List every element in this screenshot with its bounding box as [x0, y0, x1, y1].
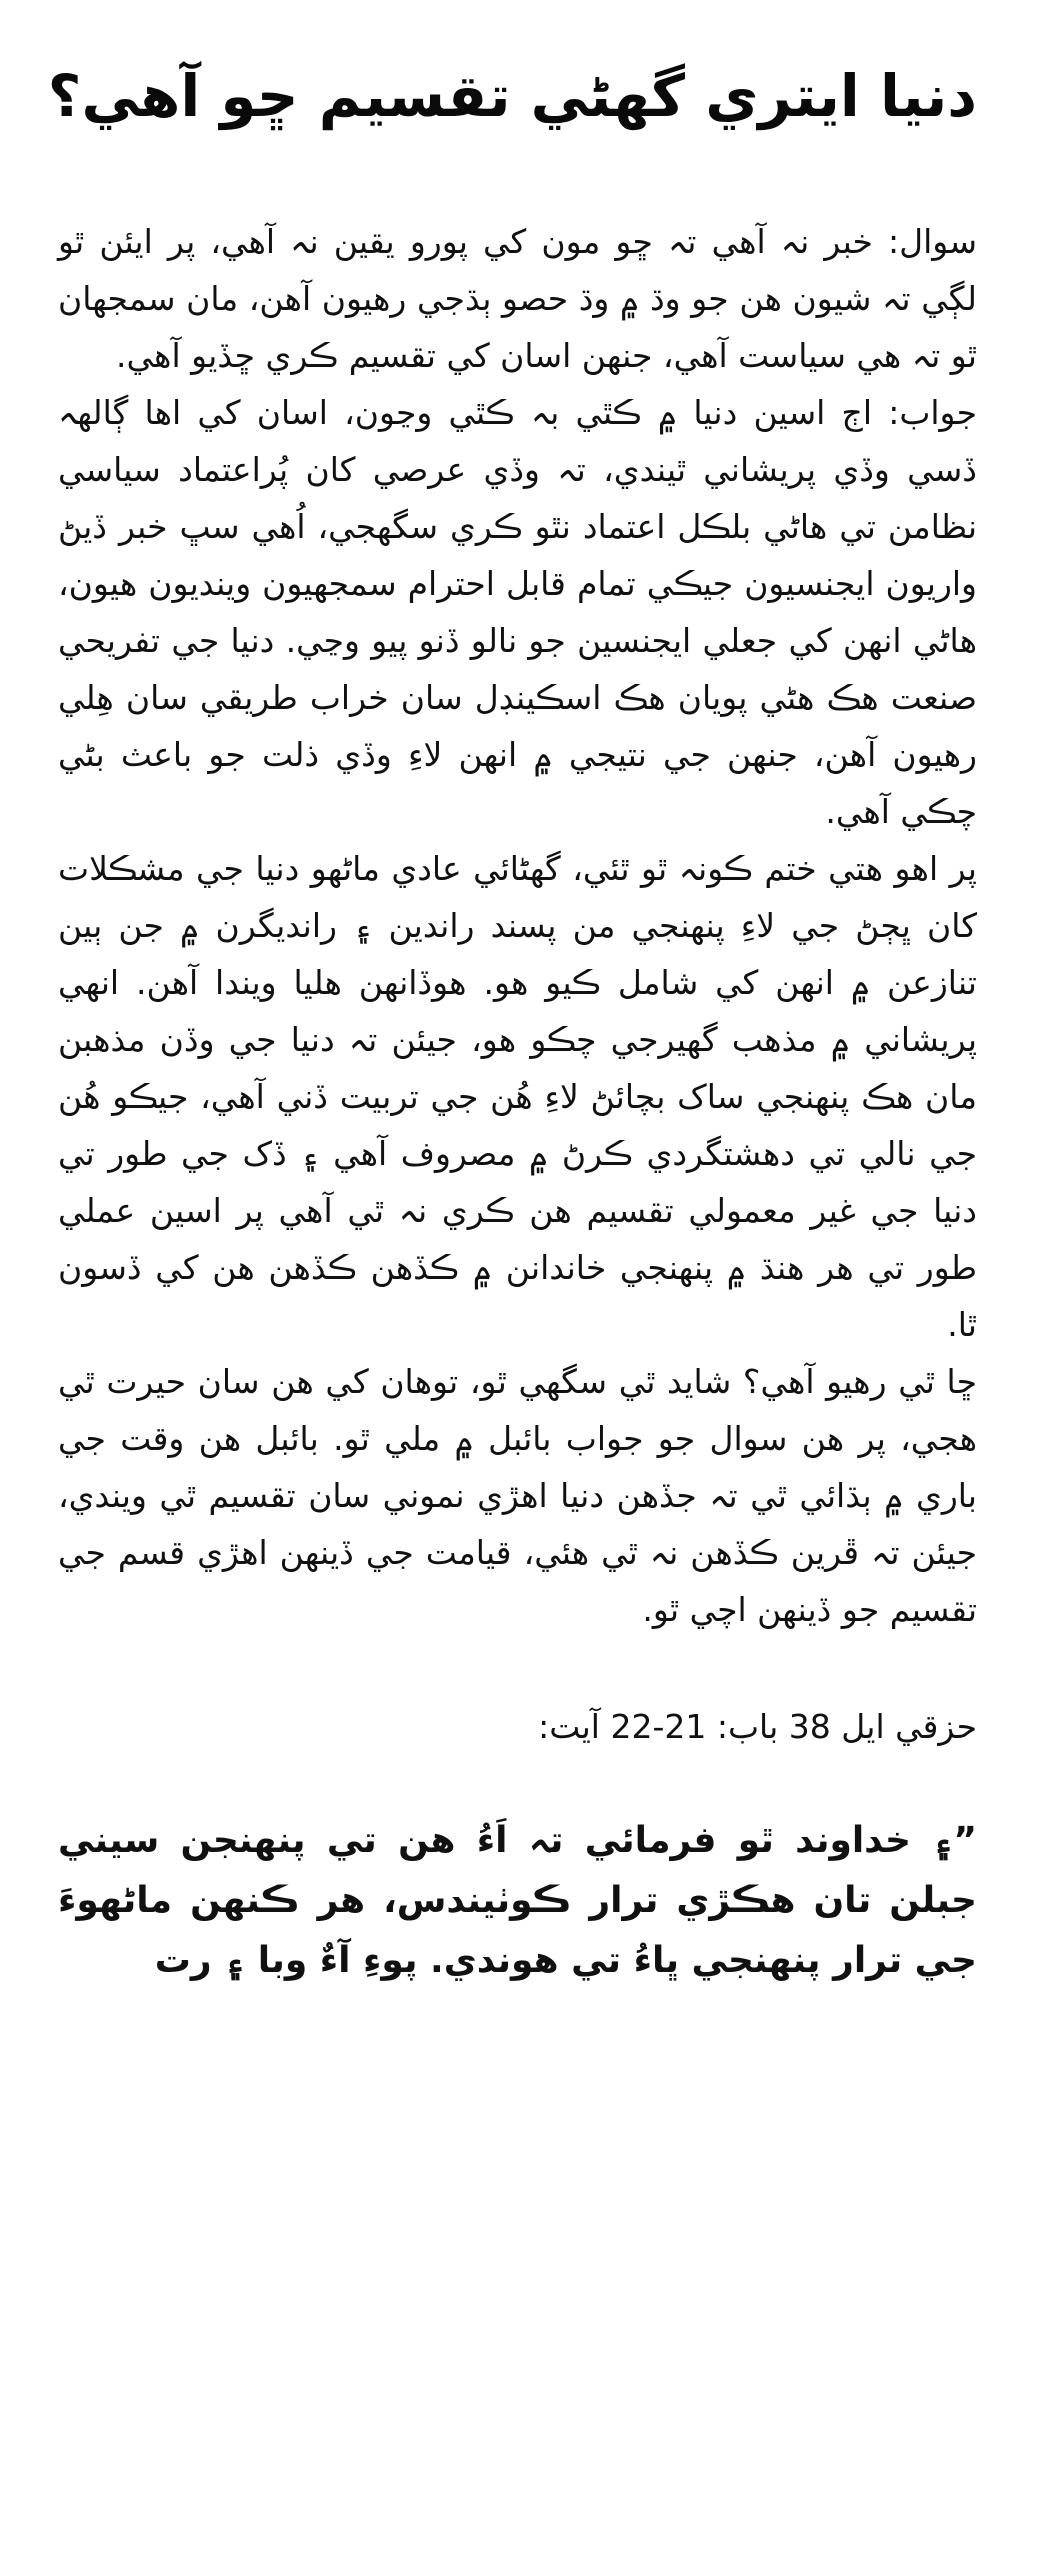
body-paragraph: پر اهو هتي ختم ڪونہ ٿو ٿئي، گهڻائي عادي ماڻهو دنيا جي مشڪلات کان ڀڄڻ جي لاءِ پنهنجي من پسند راندين ۽ رانديگرن ۾ جن ٻين تنازعن ۾ انهن کي شامل ڪيو هو. هوڏانهن هليا ويندا آهن. انهي پريشاني ۾ مذهب گهيرجي چڪو هو، جيئن تہ دنيا جي وڏن مذهبن مان هڪ پنهنجي ساک بچائڻ لاءِ هُن جي تربيت ڏني آهي، جيڪو هُن جي نالي تي دهشتگردي ڪرڻ ۾ مصروف آهي ۽ ڏک جي طور تي دنيا جي غير معمولي تقسيم هن ڪري نہ ٿي آهي پر اسين عملي طور تي هر هنڌ ۾ پنهنجي خاندانن ۾ ڪڏهن ڪڏهن هن کي ڏسون ٿا.	[58, 848, 977, 1344]
article-title: دنيا ايتري گھڻي تقسيم ڇو آهي؟	[47, 62, 977, 130]
question-paragraph: سوال: خبر نہ آهي تہ ڇو مون کي پورو يقين نہ آهي، پر ايئن ٿو لڳي تہ شيون هن جو وڌ ۾ وڌ حصو ٻڌجي رهيون آهن، مان سمجهان ٿو تہ هي سياست آهي، جنهن اسان کي تقسيم ڪري ڇڏيو آهي.	[58, 221, 977, 375]
scripture-reference: حزقي ايل 38 باب: 21-22 آيت:	[538, 1706, 977, 1746]
article-body	[58, 213, 977, 1991]
scripture-quote: ”۽ خداوند ٿو فرمائي تہ اَءُ هن تي پنهنجن سيني جبلن تان هڪڙي ترار ڪوٺيندس، هر ڪنهن ماڻهوءَ جي ترار پنهنجي ڀاءُ تي هوندي. پوءِ آءٌ وبا ۽ رت	[58, 1819, 977, 1981]
body-paragraph: ڇا ٿي رهيو آهي؟ شايد ٿي سگهي ٿو، توهان کي هن سان حيرت ٿي هجي، پر هن سوال جو جواب بائبل ۾ ملي ٿو. بائبل هن وقت جي باري ۾ ٻڌائي ٿي تہ جڏهن دنيا اهڙي نموني سان تقسيم ٿي ويندي، جيئن تہ ڦرين ڪڏهن نہ ٿي هئي، قيامت جي ڏينهن اهڙي قسم جي تقسيم جو ڏينهن اچي ٿو.	[58, 1361, 977, 1629]
answer-paragraph: جواب: اڄ اسين دنيا ۾ ڪٿي بہ ڪٿي وڃون، اسان کي اها ڳالهہ ڏسي وڏي پريشاني ٿيندي، تہ وڏي عرصي کان پُراعتماد سياسي نظامن تي هاڻي بلڪل اعتماد نٿو ڪري سگهجي، اُهي سڀ خبر ڏيڻ واريون ايجنسيون جيڪي تمام قابل احترام سمجهيون وينديون هيون، هاڻي انهن کي جعلي ايجنسين جو نالو ڏنو پيو وڃي. دنيا جي تفريحي صنعت هڪ هڻي پويان هڪ اسڪينڊل سان خراب طريقي سان هِلي رهيون آهن، جنهن جي نتيجي ۾ انهن لاءِ وڏي ذلت جو باعث بڻي چڪي آهي.	[58, 392, 977, 831]
